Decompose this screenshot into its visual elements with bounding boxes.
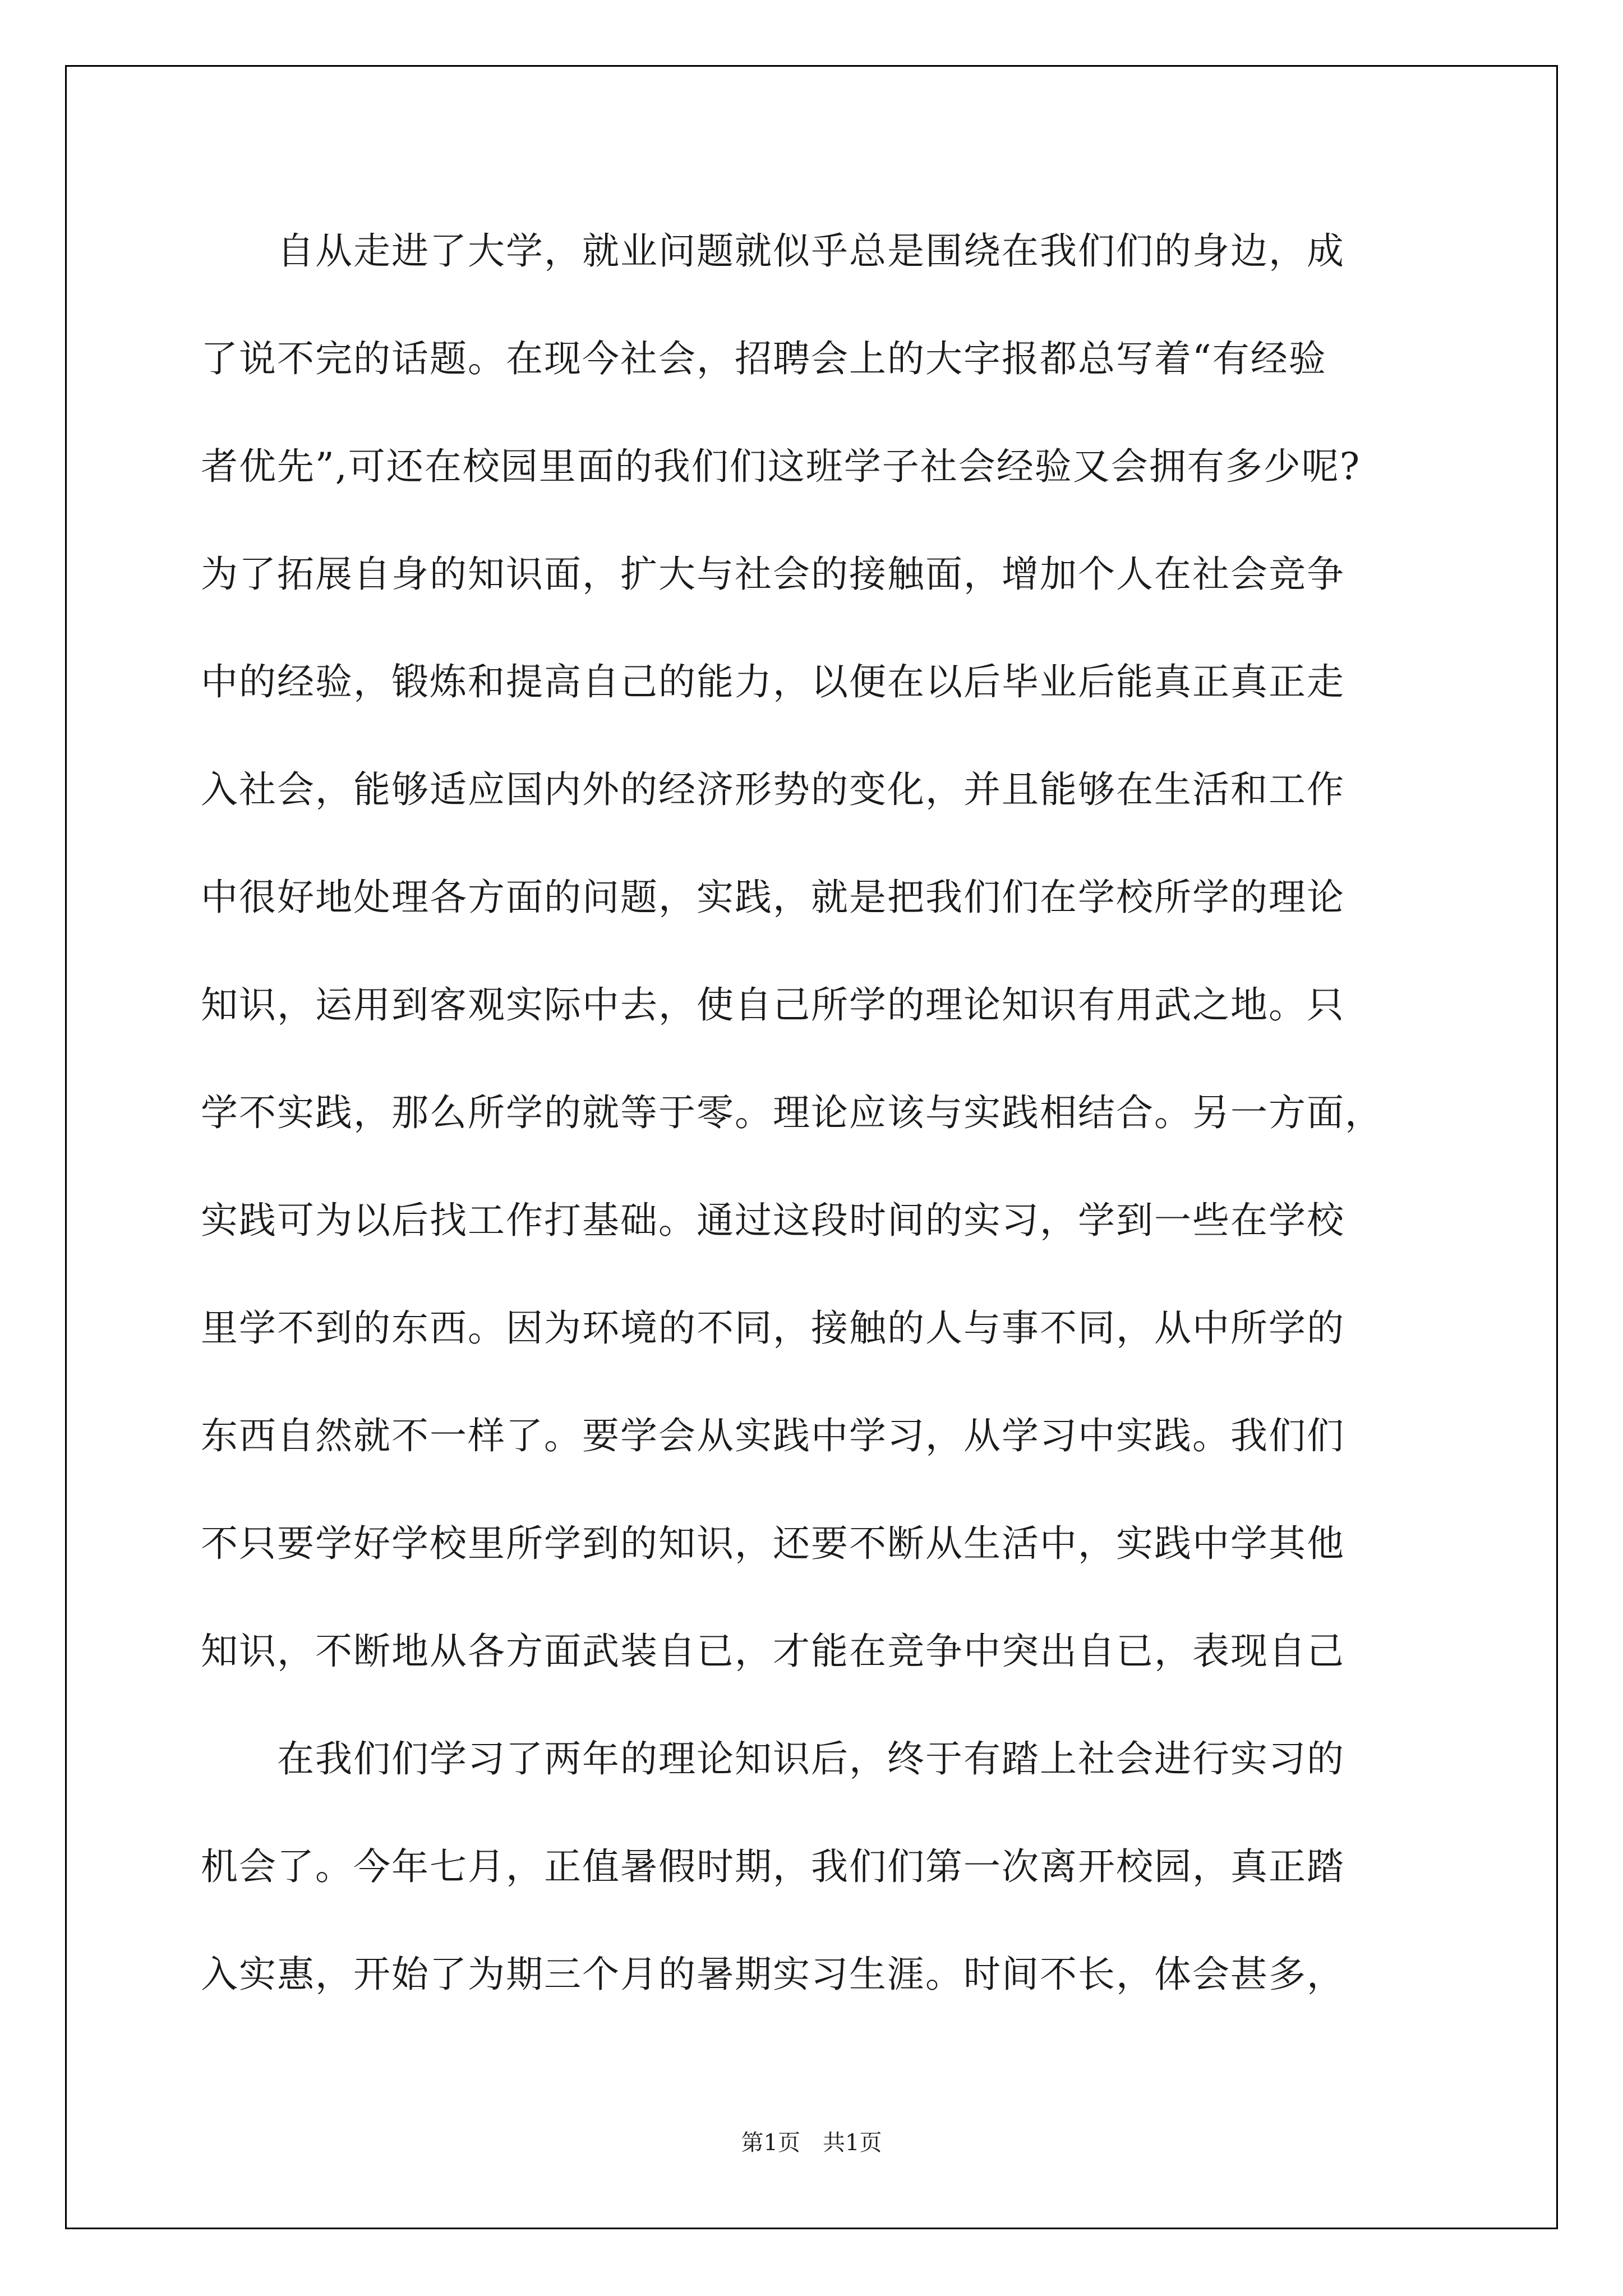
paragraph-1-line-14: 知识，不断地从各方面武装自已，才能在竞争中突出自已，表现自己 — [201, 1630, 1345, 1673]
paragraph-1-line-6: 入社会，能够适应国内外的经济形势的变化，并且能够在生活和工作 — [201, 768, 1345, 811]
page-footer — [0, 2126, 1623, 2160]
paragraph-1-line-9: 学不实践，那么所学的就等于零。理论应该与实践相结合。另一方面， — [201, 1091, 1383, 1134]
paragraph-1-line-7: 中很好地处理各方面的问题，实践，就是把我们们在学校所学的理论 — [201, 876, 1345, 919]
paragraph-1-line-1: 自从走进了大学，就业问题就似乎总是围绕在我们们的身边，成 — [277, 229, 1345, 273]
paragraph-2-line-2: 机会了。今年七月，正值暑假时期，我们们第一次离开校园，真正踏 — [201, 1845, 1345, 1888]
document-body — [201, 218, 1429, 2049]
paragraph-1-line-3: 者优先”,可还在校园里面的我们们这班学子社会经验又会拥有多少呢? — [201, 445, 1361, 488]
page-number: 第1页 — [741, 2130, 800, 2156]
paragraph-1-line-11: 里学不到的东西。因为环境的不同，接触的人与事不同，从中所学的 — [201, 1306, 1345, 1350]
page-total: 共1页 — [823, 2130, 882, 2156]
paragraph-1-line-8: 知识，运用到客观实际中去，使自己所学的理论知识有用武之地。只 — [201, 983, 1345, 1027]
paragraph-1-line-12: 东西自然就不一样了。要学会从实践中学习，从学习中实践。我们们 — [201, 1414, 1345, 1457]
paragraph-1-line-2: 了说不完的话题。在现今社会，招聘会上的大字报都总写着“有经验 — [201, 337, 1327, 380]
paragraph-1-line-5: 中的经验，锻炼和提高自己的能力，以便在以后毕业后能真正真正走 — [201, 660, 1345, 703]
paragraph-1-line-13: 不只要学好学校里所学到的知识，还要不断从生活中，实践中学其他 — [201, 1522, 1345, 1565]
paragraph-1-line-10: 实践可为以后找工作打基础。通过这段时间的实习，学到一些在学校 — [201, 1199, 1345, 1242]
paragraph-2-line-3: 入实惠，开始了为期三个月的暑期实习生涯。时间不长，体会甚多， — [201, 1953, 1345, 1996]
paragraph-2-line-1: 在我们们学习了两年的理论知识后，终于有踏上社会进行实习的 — [277, 1737, 1345, 1780]
paragraph-1-line-4: 为了拓展自身的知识面，扩大与社会的接触面，增加个人在社会竞争 — [201, 553, 1345, 596]
